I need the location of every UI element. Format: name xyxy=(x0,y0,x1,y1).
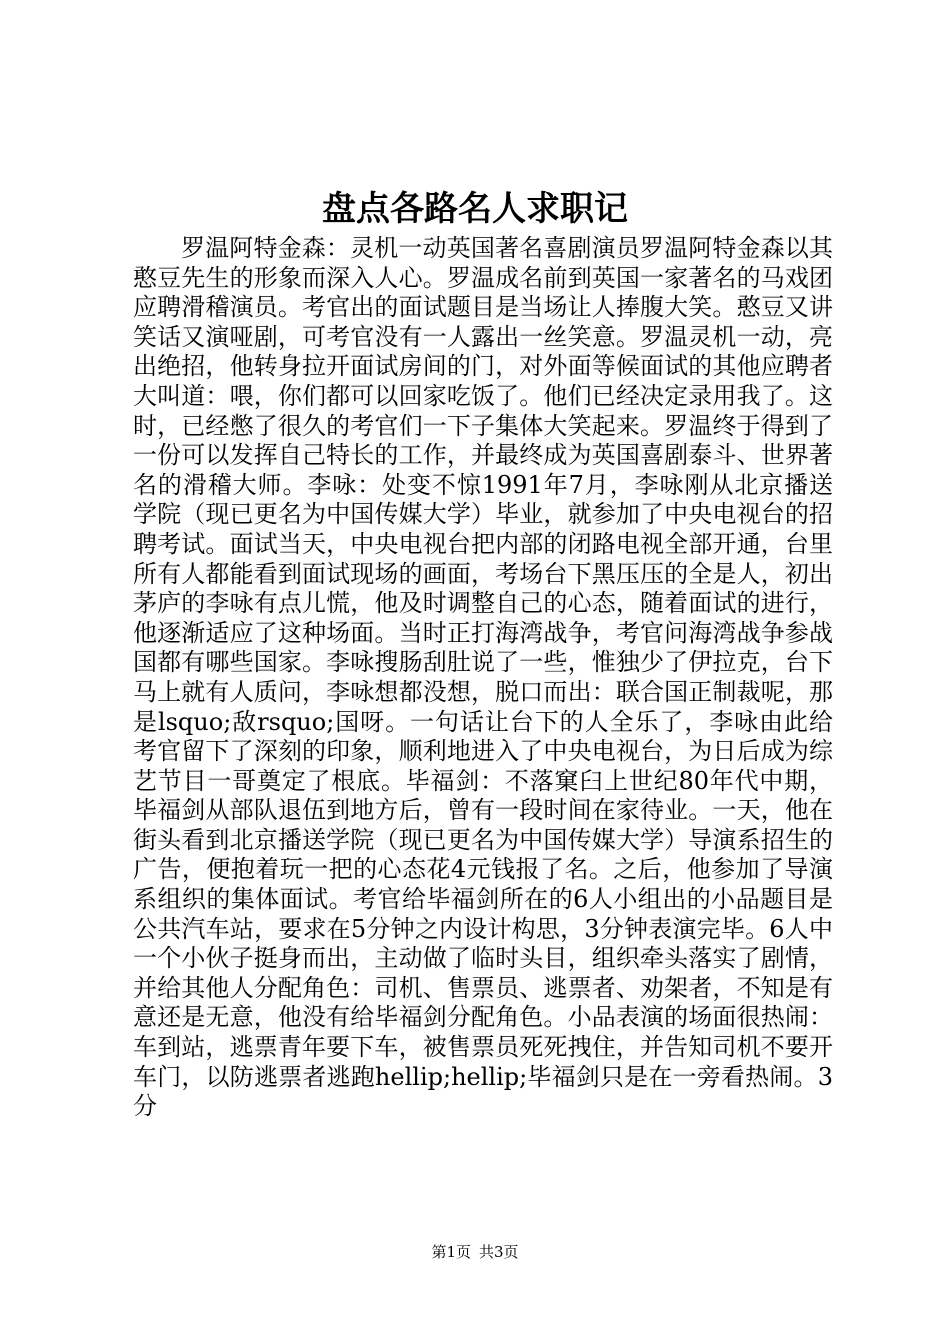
document-title: 盘点各路名人求职记 xyxy=(322,189,628,229)
page-number: 第1页 xyxy=(431,1243,471,1261)
page-total: 共3页 xyxy=(479,1243,519,1261)
page-footer xyxy=(0,1242,950,1262)
document-body: 罗温阿特金森：灵机一动英国著名喜剧演员罗温阿特金森以其憨豆先生的形象而深入人心。罗温成名前到英国一家著名的马戏团应聘滑稽演员。考官出的面试题目是当场让人捧腹大笑。憨豆又讲笑话又演哑剧，可考官没有一人露出一丝笑意。罗温灵机一动，亮出绝招，他转身拉开面试房间的门，对外面等候面试的其他应聘者大叫道：喂，你们都可以回家吃饭了。他们已经决定录用我了。这时，已经憋了很久的考官们一下子集体大笑起来。罗温终于得到了一份可以发挥自己特长的工作，并最终成为英国喜剧泰斗、世界著名的滑稽大师。李咏：处变不惊1991年7月，李咏刚从北京播送学院（现已更名为中国传媒大学）毕业，就参加了中央电视台的招聘考试。面试当天，中央电视台把内部的闭路电视全部开通，台里所有人都能看到面试现场的画面，考场台下黑压压的全是人，初出茅庐的李咏有点儿慌，他及时调整自己的心态，随着面试的进行，他逐渐适应了这种场面。当时正打海湾战争，考官问海湾战争参战国都有哪些国家。李咏搜肠刮肚说了一些，惟独少了伊拉克，台下马上就有人质问，李咏想都没想，脱口而出：联合国正制裁呢，那是lsquo;敌rsquo;国呀。一句话让台下的人全乐了，李咏由此给考官留下了深刻的印象，顺利地进入了中央电视台，为日后成为综艺节目一哥奠定了根底。毕福剑：不落窠臼上世纪80年代中期，毕福剑从部队退伍到地方后，曾有一段时间在家待业。一天，他在街头看到北京播送学院（现已更名为中国传媒大学）导演系招生的广告，便抱着玩一把的心态花4元钱报了名。之后，他参加了导演系组织的集体面试。考官给毕福剑所在的6人小组出的小品题目是公共汽车站，要求在5分钟之内设计构思，3分钟表演完毕。6人中一个小伙子挺身而出，主动做了临时头目，组织牵头落实了剧情，并给其他人分配角色：司机、售票员、逃票者、劝架者，不知是有意还是无意，他没有给毕福剑分配角色。小品表演的场面很热闹：车到站，逃票青年要下车，被售票员死死拽住，并告知司机不要开车门，以防逃票者逃跑hellip;hellip;毕福剑只是在一旁看热闹。3分 xyxy=(133,234,833,1121)
